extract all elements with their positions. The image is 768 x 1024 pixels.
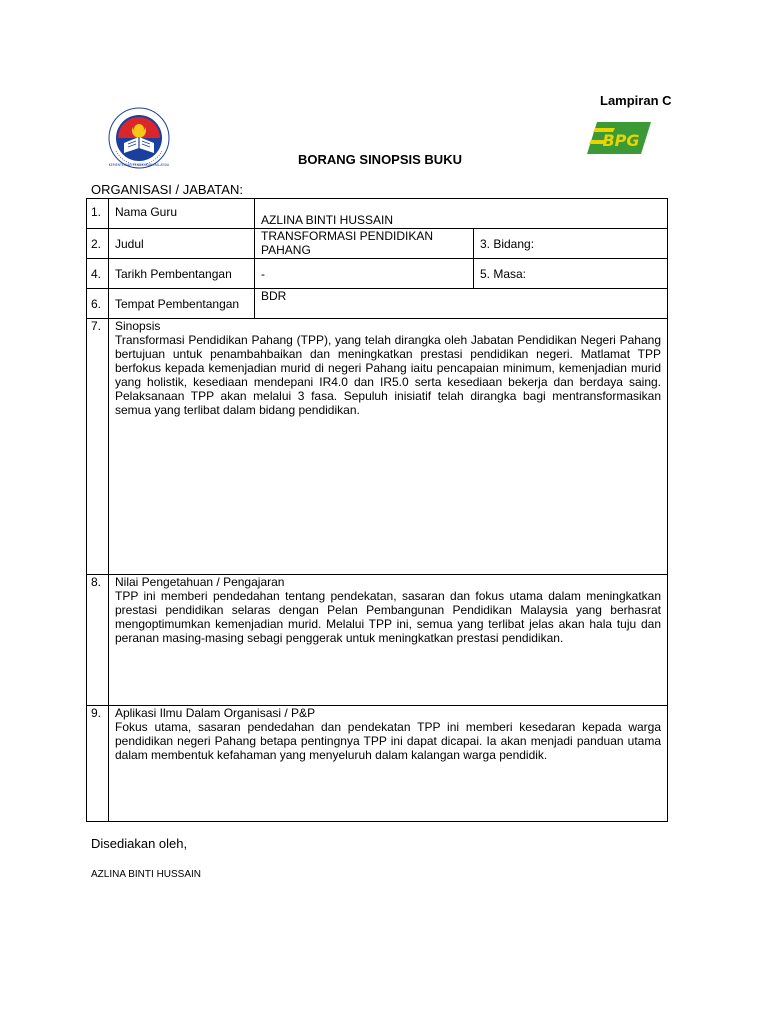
knowledge-application-text: Fokus utama, sasaran pendedahan dan pendekatan TPP ini memberi kesedaran kepada warga pendidikan negeri Pahang betapa pentingnya TPP ini dapat dicapai. Ia akan menjadi panduan utama dalam membentuk kefahaman yang menyeluruh dalam kalangan warga pendidik. [115,720,661,762]
presentation-place-value: BDR [255,289,668,319]
title-label: Judul [109,229,255,259]
row-number: 8. [87,575,109,706]
row-number: 2. [87,229,109,259]
synopsis-label: Sinopsis [115,319,161,333]
presentation-date-label: Tarikh Pembentangan [109,259,255,289]
row-number: 9. [87,706,109,822]
prepared-by-name: AZLINA BINTI HUSSAIN [91,869,202,880]
knowledge-value-text: TPP ini memberi pendedahan tentang pendekatan, sasaran dan fokus utama dalam meningkatkan prestasi pendidikan selaras dengan Pelan Pembangunan Pendidikan Malaysia yang berhasrat mengoptimumkan kemenjadian murid. Melalui TPP ini, semua yang terlibat jelas akan hala tuju dan peranan masing-masing sebagi penggerak untuk meningkatkan prestasi pendidikan. [115,589,661,645]
row-number: 1. [87,199,109,229]
knowledge-value-label: Nilai Pengetahuan / Pengajaran [115,575,285,589]
time-label: 5. Masa: [474,259,668,289]
row-presentation-date [87,259,668,289]
synopsis-cell [109,319,668,575]
presentation-place-label: Tempat Pembentangan [109,289,255,319]
svg-text:KEMENTERIAN PENDIDIKAN MALAYSI: KEMENTERIAN PENDIDIKAN MALAYSIA [108,163,170,167]
synopsis-form-table [86,198,668,822]
knowledge-application-label: Aplikasi Ilmu Dalam Organisasi / P&P [115,706,316,720]
row-title [87,229,668,259]
row-knowledge-value [87,575,668,706]
synopsis-text: Transformasi Pendidikan Pahang (TPP), yang telah dirangka oleh Jabatan Pendidikan Negeri Pahang bertujuan untuk penambahbaikan dan meningkatkan prestasi pendidikan negeri. Matlamat TPP berfokus kepada kemenjadian murid di negeri Pahang iaitu pencapaian minimum, kemenjadian murid yang holistik, kesediaan mendepani IR4.0 dan IR5.0 serta kesediaan bekerja dan berdaya saing. Pelaksanaan TPP akan melalui 3 fasa. Sepuluh inisiatif telah dirangka bagi mentransformasikan semua yang terlibat dalam bidang pendidikan. [115,333,661,417]
bpg-logo-icon [585,120,653,158]
knowledge-application-cell [109,706,668,822]
svg-text:BPG: BPG [602,131,640,150]
row-knowledge-application [87,706,668,822]
knowledge-value-cell [109,575,668,706]
row-teacher-name [87,199,668,229]
teacher-name-label: Nama Guru [109,199,255,229]
row-presentation-place [87,289,668,319]
organization-label: ORGANISASI / JABATAN: [91,182,243,197]
field-label: 3. Bidang: [474,229,668,259]
teacher-name-value: AZLINA BINTI HUSSAIN [255,199,668,229]
row-number: 4. [87,259,109,289]
kpm-logo-icon [108,107,170,169]
prepared-by-label: Disediakan oleh, [91,836,188,851]
form-title: BORANG SINOPSIS BUKU [298,152,462,167]
row-number: 7. [87,319,109,575]
presentation-date-value: - [255,259,474,289]
row-number: 6. [87,289,109,319]
attachment-label: Lampiran C [600,93,672,108]
title-value: TRANSFORMASI PENDIDIKAN PAHANG [255,229,474,259]
row-synopsis [87,319,668,575]
